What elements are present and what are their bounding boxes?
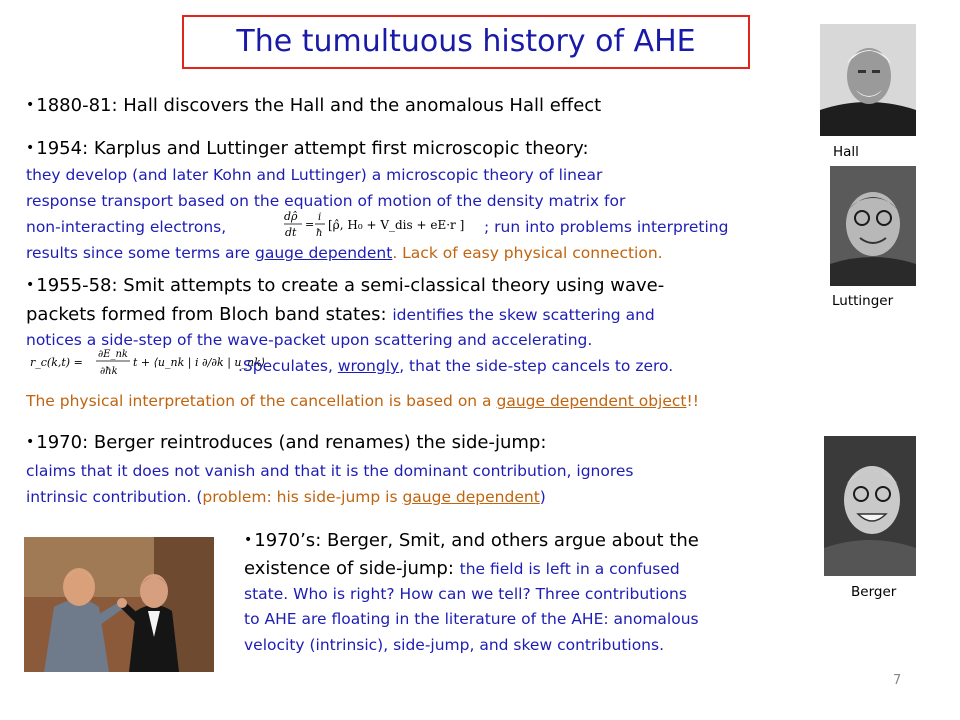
gauge-dependent-object: gauge dependent object <box>496 392 687 410</box>
b3-line4a: .Speculates, <box>238 357 338 375</box>
side-step-equation-svg <box>30 344 266 380</box>
bullet-1970s-lead: : Berger, Smit, and others argue about the <box>315 530 699 551</box>
caption-luttinger: Luttinger <box>832 293 894 309</box>
caption-berger: Berger <box>851 584 897 600</box>
b2-line4b: . Lack of easy physical connection. <box>392 244 663 262</box>
svg-text:dt: dt <box>285 226 297 239</box>
b4-line2 <box>26 488 546 506</box>
b3-line5b: !! <box>686 392 699 410</box>
b4-line2b: problem: his side-jump is <box>202 488 403 506</box>
luttinger-portrait <box>830 166 916 286</box>
year-1955: 1955-58 <box>36 275 112 296</box>
wrongly-underlined: wrongly <box>337 357 400 375</box>
hall-portrait-svg <box>820 24 916 136</box>
b2-line1: they develop (and later Kohn and Luttinger) a microscopic theory of linear <box>26 166 603 184</box>
b3-line5a: The physical interpretation of the cancellation is based on a <box>26 392 497 410</box>
b3-line2 <box>26 304 655 325</box>
bullet-1970-lead: : Berger reintroduces (and renames) the side-jump: <box>82 432 547 453</box>
b2-line3b: ; run into problems interpreting <box>484 218 729 236</box>
svg-text:∂ħk: ∂ħk <box>100 366 118 377</box>
b5-line5: velocity (intrinsic), side-jump, and skew contributions. <box>244 636 665 654</box>
bullet-1970s: • 1970’s: Berger, Smit, and others argue about the <box>244 530 699 551</box>
svg-text:ħ: ħ <box>316 228 323 239</box>
year-1970: 1970 <box>36 432 83 453</box>
caption-hall: Hall <box>833 144 859 160</box>
svg-text:=: = <box>305 218 315 231</box>
b2-line3a: non-interacting electrons, <box>26 218 227 236</box>
svg-text:t + ⟨u_nk | i ∂/∂k | u_nk⟩: t + ⟨u_nk | i ∂/∂k | u_nk⟩ <box>133 356 266 369</box>
density-matrix-equation-svg <box>282 207 472 241</box>
b3-line2b: identifies the skew scattering and <box>392 306 655 324</box>
b5-line2a: existence of side-jump: <box>244 558 460 579</box>
bullet-1954: • 1954: Karplus and Luttinger attempt first microscopic theory: <box>26 138 589 159</box>
svg-text:[ρ̂, H₀ + V_dis + eE·r ]: [ρ̂, H₀ + V_dis + eE·r ] <box>328 218 465 232</box>
year-1954: 1954 <box>36 138 83 159</box>
b5-line2 <box>244 558 680 579</box>
luttinger-portrait-svg <box>830 166 916 286</box>
bullet-1955: • 1955-58: Smit attempts to create a semi-classical theory using wave- <box>26 275 665 296</box>
bullet-1970: • 1970: Berger reintroduces (and renames) the side-jump: <box>26 432 547 453</box>
bullet-1954-lead: : Karplus and Luttinger attempt first microscopic theory: <box>82 138 589 159</box>
b2-line4a: results since some terms are <box>26 244 255 262</box>
berger-portrait <box>824 436 916 576</box>
argument-photo <box>24 537 214 672</box>
b3-line4b: , that the side-step cancels to zero. <box>399 357 674 375</box>
bullet-1955-lead: : Smit attempts to create a semi-classical theory using wave- <box>111 275 665 296</box>
svg-text:i: i <box>318 212 322 223</box>
page-title: The tumultuous history of AHE <box>236 24 696 59</box>
argument-photo-svg <box>24 537 214 672</box>
b4-line2a: intrinsic contribution. ( <box>26 488 203 506</box>
b3-line5 <box>26 392 699 410</box>
bullet-1880: • 1880-81: Hall discovers the Hall and the anomalous Hall effect <box>26 95 602 116</box>
b5-line3: state. Who is right? How can we tell? Three contributions <box>244 585 687 603</box>
svg-text:∂E_nk: ∂E_nk <box>98 349 128 360</box>
page-number: 7 <box>893 673 902 688</box>
bullet-1880-text: : Hall discovers the Hall and the anomalous Hall effect <box>111 95 602 116</box>
berger-portrait-svg <box>824 436 916 576</box>
svg-text:r_c(k,t) =: r_c(k,t) = <box>30 356 83 369</box>
year-1880: 1880-81 <box>36 95 112 116</box>
year-1970s: 1970’s <box>254 530 316 551</box>
hall-portrait <box>820 24 916 136</box>
svg-text:dρ̂: dρ̂ <box>284 210 298 223</box>
b5-line4: to AHE are floating in the literature of the AHE: anomalous <box>244 610 699 628</box>
b2-line4 <box>26 244 663 262</box>
b5-line2b: the field is left in a confused <box>459 560 680 578</box>
b4-line2c: ) <box>539 488 546 506</box>
b4-line1: claims that it does not vanish and that it is the dominant contribution, ignores <box>26 462 634 480</box>
gauge-dependent-2: gauge dependent <box>402 488 540 506</box>
side-step-equation <box>30 344 266 380</box>
gauge-dependent-1: gauge dependent <box>254 244 393 262</box>
density-matrix-equation <box>282 207 472 241</box>
b3-line3: notices a side-step of the wave-packet upon scattering and accelerating. <box>26 331 593 349</box>
b2-line2: response transport based on the equation of motion of the density matrix for <box>26 192 626 210</box>
b3-line4 <box>238 357 673 375</box>
b3-line2a: packets formed from Bloch band states: <box>26 304 393 325</box>
